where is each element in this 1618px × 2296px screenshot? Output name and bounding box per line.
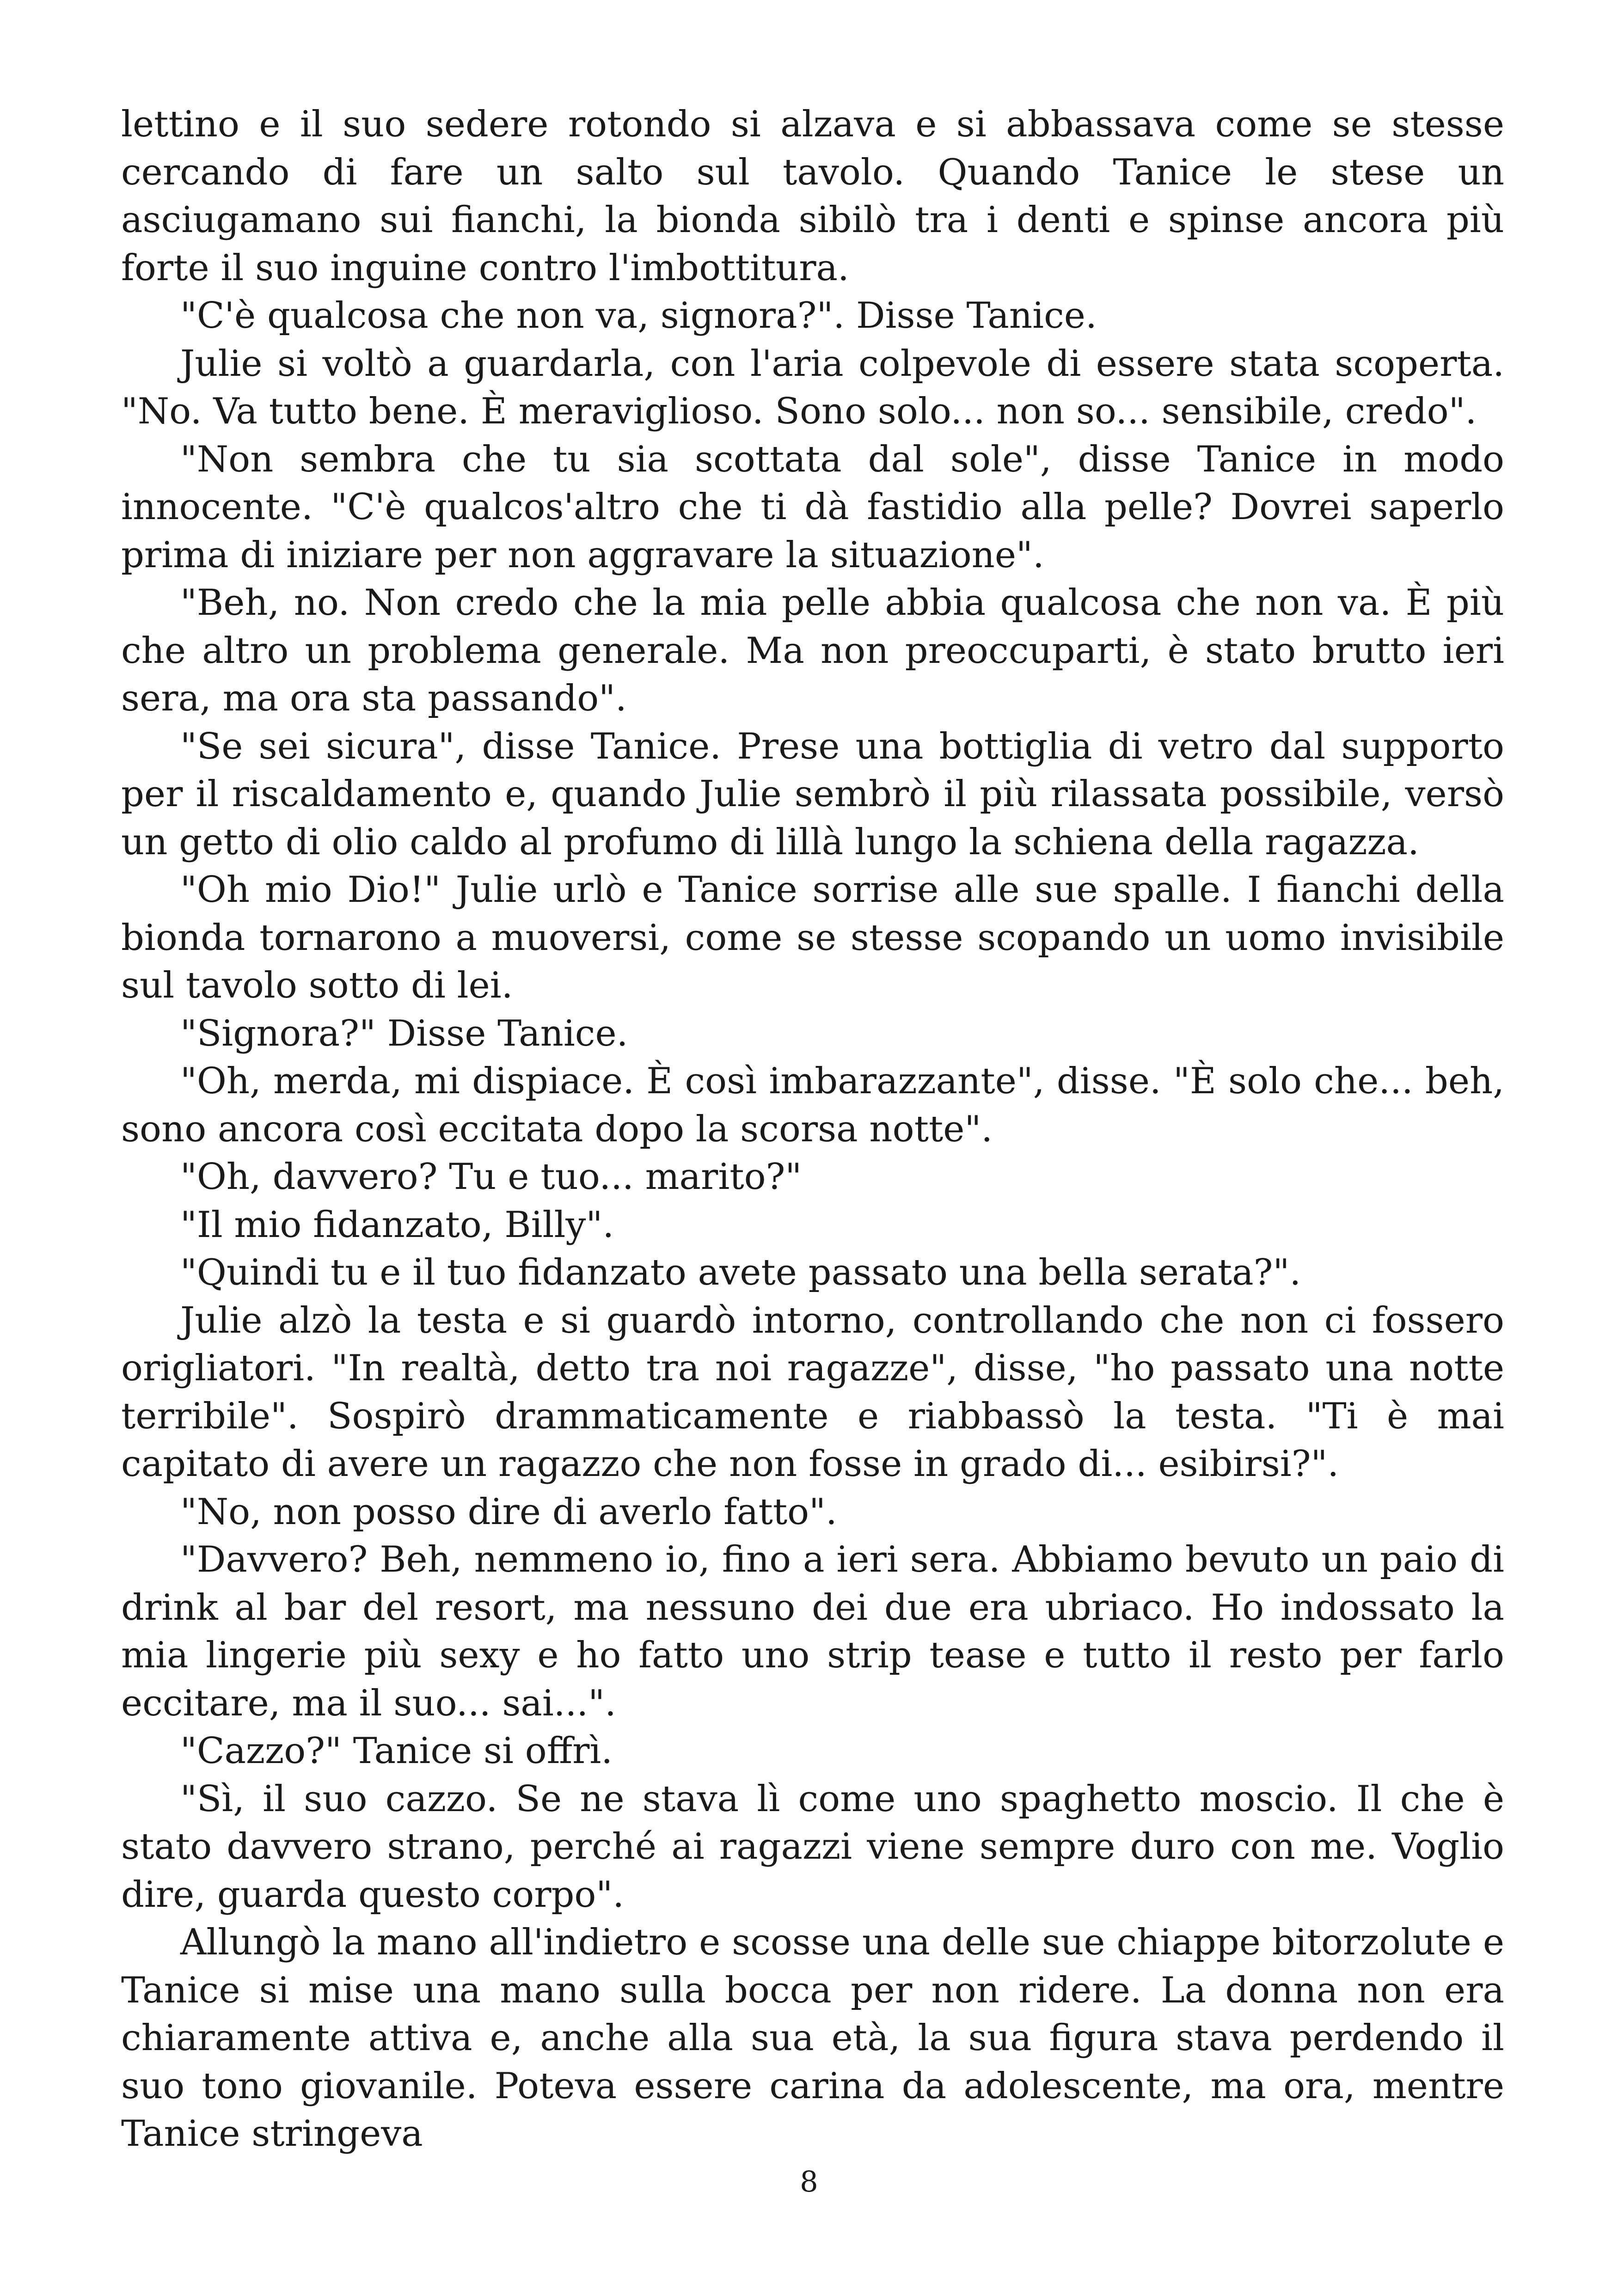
- paragraph: "Sì, il suo cazzo. Se ne stava lì come uno spaghetto moscio. Il che è stato davvero strano, perché ai ragazzi viene sempre duro con me. Voglio dire, guarda questo corpo".: [121, 1778, 1504, 1916]
- paragraph: "Se sei sicura", disse Tanice. Prese una bottiglia di vetro dal supporto per il riscaldamento e, quando Julie sembrò il più rilassata possibile, versò un getto di olio caldo al profumo di lillà lungo la schiena della ragazza.: [121, 725, 1504, 863]
- paragraph: "Signora?" Disse Tanice.: [180, 1012, 628, 1054]
- body-text: [121, 101, 1504, 2158]
- paragraph-continued: lettino e il suo sedere rotondo si alzava e si abbassava come se stesse cercando di fare un salto sul tavolo. Quando Tanice le stese un asciugamano sui fianchi, la bionda sibilò tra i denti e spinse ancora più forte il suo inguine contro l'imbottitura.: [121, 104, 1504, 289]
- paragraph: "Cazzo?" Tanice si offrì.: [180, 1730, 613, 1772]
- paragraph: Julie si voltò a guardarla, con l'aria colpevole di essere stata scoperta. "No. Va tutto bene. È meraviglioso. Sono solo... non so... sensibile, credo".: [121, 343, 1504, 432]
- page-number: 8: [800, 2165, 818, 2198]
- paragraph: "Quindi tu e il tuo fidanzato avete passato una bella serata?".: [180, 1252, 1301, 1293]
- paragraph: "Davvero? Beh, nemmeno io, fino a ieri sera. Abbiamo bevuto un paio di drink al bar del resort, ma nessuno dei due era ubriaco. Ho indossato la mia lingerie più sexy e ho fatto uno strip tease e tutto il resto per farlo eccitare, ma il suo... sai...".: [121, 1539, 1504, 1724]
- paragraph: "No, non posso dire di averlo fatto".: [180, 1491, 837, 1533]
- paragraph: "Il mio fidanzato, Billy".: [180, 1204, 614, 1246]
- paragraph: "Oh, davvero? Tu e tuo... marito?": [180, 1156, 802, 1198]
- paragraph: Julie alzò la testa e si guardò intorno, controllando che non ci fossero origliatori. "In realtà, detto tra noi ragazze", disse, "ho passato una notte terribile". Sospirò drammaticamente e riabbassò la testa. "Ti è mai capitato di avere un ragazzo che non fosse in grado di... esibirsi?".: [121, 1299, 1504, 1485]
- paragraph: "Oh mio Dio!" Julie urlò e Tanice sorrise alle sue spalle. I fianchi della bionda tornarono a muoversi, come se stesse scopando un uomo invisibile sul tavolo sotto di lei.: [121, 869, 1504, 1006]
- paragraph: "C'è qualcosa che non va, signora?". Disse Tanice.: [180, 295, 1097, 337]
- paragraph: "Beh, no. Non credo che la mia pelle abbia qualcosa che non va. È più che altro un problema generale. Ma non preoccuparti, è stato brutto ieri sera, ma ora sta passando".: [121, 582, 1504, 719]
- paragraph: Allungò la mano all'indietro e scosse una delle sue chiappe bitorzolute e Tanice si mise una mano sulla bocca per non ridere. La donna non era chiaramente attiva e, anche alla sua età, la sua figura stava perdendo il suo tono giovanile. Poteva essere carina da adolescente, ma ora, mentre Tanice stringeva: [121, 1922, 1504, 2155]
- paragraph: "Oh, merda, mi dispiace. È così imbarazzante", disse. "È solo che... beh, sono ancora così eccitata dopo la scorsa notte".: [121, 1060, 1504, 1150]
- paragraph: "Non sembra che tu sia scottata dal sole", disse Tanice in modo innocente. "C'è qualcos'altro che ti dà fastidio alla pelle? Dovrei saperlo prima di iniziare per non aggravare la situazione".: [121, 438, 1504, 576]
